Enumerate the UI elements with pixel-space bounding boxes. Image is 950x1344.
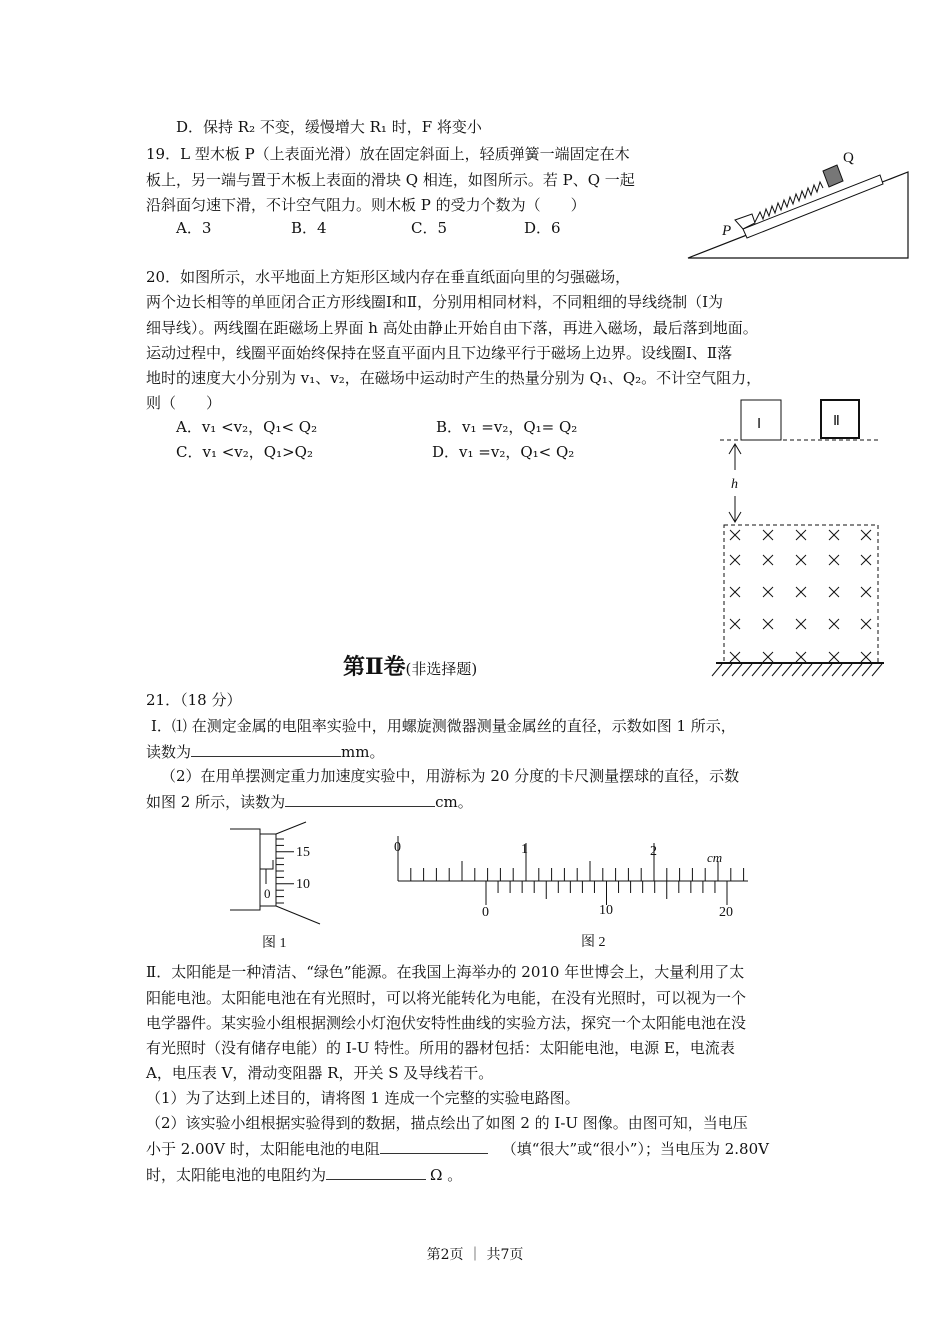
field-x-marks (730, 530, 871, 662)
section-title-main: 第Ⅱ卷 (343, 654, 406, 680)
tick-label-0: 0 (264, 886, 271, 901)
q20-text: 20．如图所示，水平地面上方矩形区域内存在垂直纸面向里的匀强磁场， (146, 268, 631, 286)
hatch-line (792, 664, 802, 676)
q19-option-b: B．4 (291, 219, 327, 237)
vernier-label: 0 (482, 905, 489, 920)
hatch-line (802, 664, 812, 676)
coil-2 (821, 400, 859, 438)
q21-text: （2）在用单摆测定重力加速度实验中，用游标为 20 分度的卡尺测量摆球的直径，示数 (161, 767, 740, 785)
incline-figure (688, 150, 908, 258)
main-label: 0 (394, 840, 401, 855)
hatch-line (852, 664, 862, 676)
q19-option-d: D．6 (524, 219, 561, 237)
main-label: 1 (521, 842, 528, 857)
q21-text: Ⅰ．⑴ 在测定金属的电阻率实验中，用螺旋测微器测量金属丝的直径，示数如图 1 所示， (151, 717, 736, 735)
part2-text: 电学器件。某实验小组根据测绘小灯泡伏安特性曲线的实验方法，探究一个太阳能电池在没 (146, 1014, 747, 1032)
edge (276, 822, 306, 834)
page-footer: 第2页 ｜ 共7页 (426, 1247, 524, 1263)
hatch-line (712, 664, 722, 676)
text: 时，太阳能电池的电阻约为 (146, 1166, 327, 1184)
text: Ω 。 (430, 1166, 463, 1184)
q20-text: 运动过程中，线圈平面始终保持在竖直平面内且下边缘平行于磁场上边界。设线圈Ⅰ、Ⅱ落 (146, 344, 733, 362)
text: cm。 (435, 793, 473, 811)
q20-option-a: A．v₁ <v₂，Q₁< Q₂ (176, 418, 318, 436)
unit-label: cm (707, 850, 723, 865)
hatch-line (782, 664, 792, 676)
sleeve-line (260, 860, 273, 869)
hatch-line (872, 664, 882, 676)
hatch-line (742, 664, 752, 676)
vernier-ticks (398, 836, 744, 905)
magnetic-field-figure (712, 400, 884, 676)
coil-2-label: Ⅱ (833, 414, 840, 429)
ground-hatch (712, 664, 882, 676)
text: 小于 2.00V 时，太阳能电池的电阻 (146, 1140, 380, 1158)
part2-text: （2）该实验小组根据实验得到的数据，描点绘出了如图 2 的 I-U 图像。由图可知，当电压 (146, 1114, 748, 1132)
q19-option-c: C．5 (411, 219, 448, 237)
text: 如图 2 所示，读数为 (146, 793, 286, 811)
hatch-line (772, 664, 782, 676)
q21-header: 21．（18 分） (146, 691, 242, 709)
label-q: Q (843, 150, 854, 166)
vernier-label: 20 (719, 905, 733, 920)
q18-option-d: D．保持 R₂ 不变，缓慢增大 R₁ 时，F 将变小 (176, 118, 482, 136)
figure-1-caption: 图 1 (262, 936, 287, 951)
q19-text: 19．L 型木板 P（上表面光滑）放在固定斜面上，轻质弹簧一端固定在木 (146, 145, 630, 163)
q19-text: 沿斜面匀速下滑，不计空气阻力。则木板 P 的受力个数为（ ） (146, 196, 586, 214)
board-p (743, 175, 883, 238)
micrometer-ticks (276, 839, 294, 903)
q19-text: 板上，另一端与置于木板上表面的滑块 Q 相连，如图所示。若 P、Q 一起 (146, 171, 635, 189)
q20-text: 则（ ） (146, 394, 222, 412)
hatch-line (812, 664, 822, 676)
tick-label-15: 15 (296, 845, 310, 860)
coil-1-label: Ⅰ (757, 417, 762, 432)
q20-option-b: B．v₁ =v₂，Q₁= Q₂ (436, 418, 578, 436)
q20-option-c: C．v₁ <v₂，Q₁>Q₂ (176, 443, 313, 461)
field-region (724, 525, 878, 663)
q19-option-a: A．3 (176, 219, 212, 237)
hatch-line (762, 664, 772, 676)
part2-text: （1）为了达到上述目的，请将图 1 连成一个完整的实验电路图。 (146, 1089, 580, 1107)
edge (276, 906, 320, 924)
part2-text: A，电压表 V，滑动变阻器 R，开关 S 及导线若干。 (146, 1064, 494, 1082)
hatch-line (722, 664, 732, 676)
hatch-line (862, 664, 872, 676)
hatch-line (832, 664, 842, 676)
vernier-figure (394, 836, 748, 950)
q20-text: 地时的速度大小分别为 v₁、v₂，在磁场中运动时产生的热量分别为 Q₁、Q₂。不计空气阻力， (146, 369, 762, 387)
figure-2-caption: 图 2 (581, 935, 606, 950)
h-label: h (731, 477, 738, 492)
q20-option-d: D．v₁ =v₂，Q₁< Q₂ (432, 443, 575, 461)
part2-text: 有光照时（没有储存电能）的 I-U 特性。所用的器材包括：太阳能电池，电源 E，电流表 (146, 1039, 735, 1057)
hatch-line (842, 664, 852, 676)
text: 读数为 (146, 743, 192, 761)
hatch-line (822, 664, 832, 676)
tick-label-10: 10 (296, 877, 310, 892)
text: mm。 (341, 743, 385, 761)
label-p: P (722, 223, 732, 239)
section-subtitle: (非选择题) (405, 660, 478, 678)
main-label: 2 (650, 844, 657, 859)
part2-text: 阳能电池。太阳能电池在有光照时，可以将光能转化为电能，在没有光照时，可以视为一个 (146, 989, 747, 1007)
micrometer-frame (230, 829, 260, 910)
text: （填“很大”或“很小”）；当电压为 2.80V (501, 1140, 769, 1158)
part2-text: Ⅱ．太阳能是一种清洁、“绿色”能源。在我国上海举办的 2010 年世博会上，大量利用了太 (146, 963, 745, 981)
hatch-line (732, 664, 742, 676)
q20-text: 细导线）。两线圈在距磁场上界面 h 高处由静止开始自由下落，再进入磁场，最后落到地面。 (146, 319, 758, 337)
block-q (823, 165, 843, 187)
hatch-line (752, 664, 762, 676)
q20-text: 两个边长相等的单匝闭合正方形线圈Ⅰ和Ⅱ，分别用相同材料，不同粗细的导线绕制（Ⅰ为 (146, 293, 724, 311)
micrometer-figure (230, 822, 320, 951)
vernier-label: 10 (599, 903, 613, 918)
